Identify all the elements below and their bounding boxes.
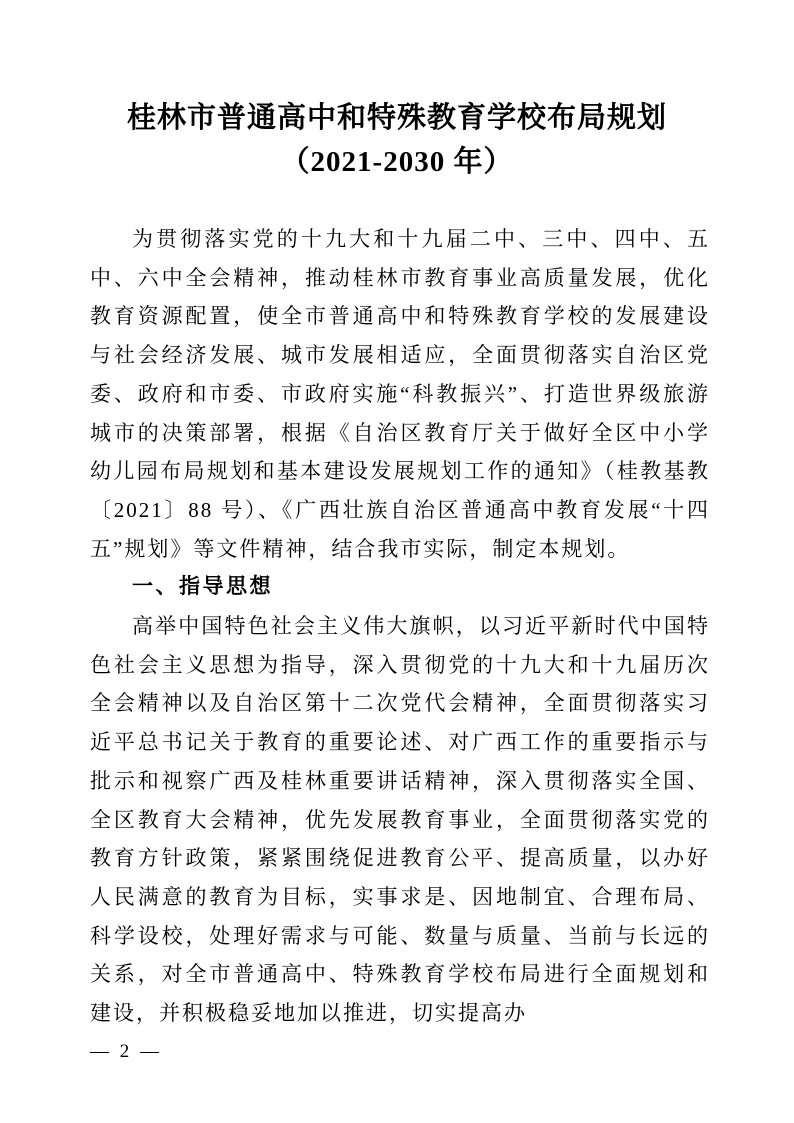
paragraph-intro: 为贯彻落实党的十九大和十九届二中、三中、四中、五中、六中全会精神，推动桂林市教育事业高质量发展，优化教育资源配置，使全市普通高中和特殊教育学校的发展建设与社会经济发展、城市发展相适应，全面贯彻落实自治区党委、政府和市委、市政府实施“科教振兴”、打造世界级旅游城市的决策部署，根据《自治区教育厅关于做好全区中小学幼儿园布局规划和基本建设发展规划工作的通知》（桂教基教〔2021〕88 号）、《广西壮族自治区普通高中教育发展“十四五”规划》等文件精神，结合我市实际，制定本规划。 — [90, 227, 710, 561]
document-title-line1: 桂林市普通高中和特殊教育学校布局规划 — [126, 102, 667, 134]
document-title-block — [0, 0, 794, 184]
document-body — [90, 220, 710, 1033]
paragraph-guiding-ideology: 高举中国特色社会主义伟大旗帜，以习近平新时代中国特色社会主义思想为指导，深入贯彻党的十九大和十九届历次全会精神以及自治区第十二次党代会精神，全面贯彻落实习近平总书记关于教育的重要论述、对广西工作的重要指示与批示和视察广西及桂林重要讲话精神，深入贯彻落实全国、全区教育大会精神，优先发展教育事业，全面贯彻落实党的教育方针政策，紧紧围绕促进教育公平、提高质量，以办好人民满意的教育为目标，实事求是、因地制宜、合理布局、科学设校，处理好需求与可能、数量与质量、当前与长远的关系，对全市普通高中、特殊教育学校布局进行全面规划和建设，并积极稳妥地加以推进，切实提高办 — [90, 614, 710, 1026]
page-number: — 2 — — [90, 1041, 162, 1062]
document-title-line2: （2021-2030 年） — [280, 146, 514, 178]
section-heading-guiding-ideology: 一、指导思想 — [132, 575, 273, 599]
